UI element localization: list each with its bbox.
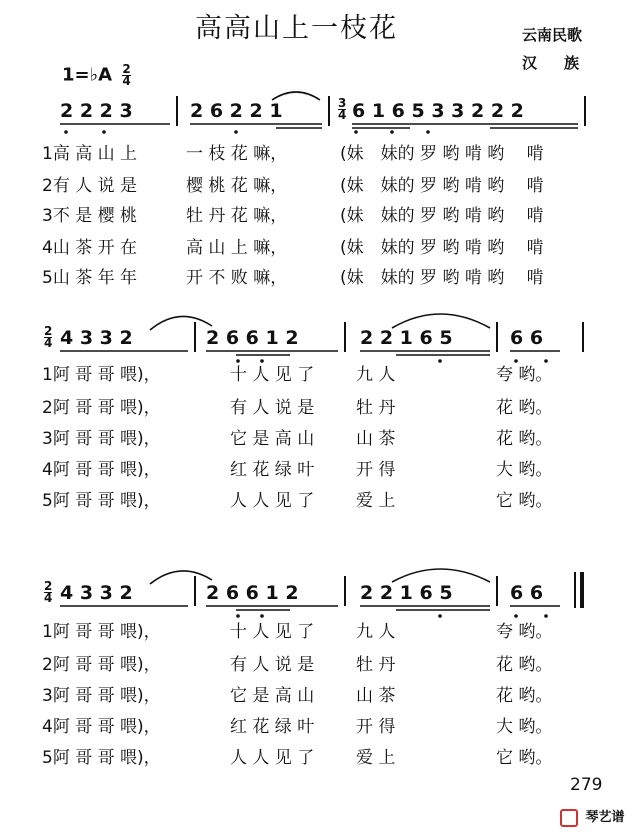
lyric-v1-m2: 十 人 见 了 <box>230 365 315 385</box>
key-label: 1=♭A <box>62 64 113 86</box>
site-logo <box>560 806 625 827</box>
lyric-v4-m2: 高 山 上 嘛， <box>186 238 288 258</box>
page-number: 279 <box>570 775 603 795</box>
lyric-v1-m3: 九 人 <box>356 365 396 385</box>
measure-3-notes: 2 2 1 6 5 <box>360 327 453 349</box>
lyric-v1-m3: (妹 妹的 罗 哟 啃 哟 啃 <box>340 144 544 164</box>
lyric-v2-m3: 牡 丹 <box>356 655 396 675</box>
lyric-v1-m2: 一 枝 花 嘛， <box>186 144 288 164</box>
lyric-v4-m3: (妹 妹的 罗 哟 啃 哟 啃 <box>340 238 544 258</box>
octave-dot <box>438 614 442 618</box>
measure-1-notes: 4 3 3 2 <box>60 327 133 349</box>
time-numerator: 3 <box>338 96 347 110</box>
measure-4-notes: 6 6 <box>510 327 544 349</box>
lyric-v2-m3: (妹 妹的 罗 哟 啃 哟 啃 <box>340 176 544 196</box>
lyric-v1-m1: 1阿 哥 哥 喂)， <box>42 622 161 642</box>
measure-2-notes: 2 6 2 2 1 <box>190 100 283 122</box>
time-denominator: 4 <box>338 108 347 122</box>
lyric-v5-m2: 人 人 见 了 <box>230 491 315 511</box>
lyric-v3-m1: 3不 是 樱 桃 <box>42 206 138 226</box>
octave-dot <box>234 130 238 134</box>
lyric-v3-m3: (妹 妹的 罗 哟 啃 哟 啃 <box>340 206 544 226</box>
measure-2-notes: 2 6 6 1 2 <box>206 582 299 604</box>
lyric-v1-m1: 1高 高 山 上 <box>42 144 138 164</box>
lyric-v2-m2: 有 人 说 是 <box>230 655 315 675</box>
slur <box>150 316 212 330</box>
lyric-v2-m2: 有 人 说 是 <box>230 398 315 418</box>
logo-icon <box>560 809 578 827</box>
lyric-v5-m4: 它 哟。 <box>496 491 553 511</box>
time-numerator: 2 <box>44 579 53 593</box>
octave-dot <box>354 130 358 134</box>
time-denominator: 4 <box>44 591 53 605</box>
lyric-v4-m1: 4阿 哥 哥 喂)， <box>42 460 161 480</box>
lyric-v1-m3: 九 人 <box>356 622 396 642</box>
measure-1-notes: 2 2 2 3 <box>60 100 133 122</box>
lyric-v4-m3: 开 得 <box>356 717 396 737</box>
octave-dot <box>260 614 264 618</box>
lyric-v5-m1: 5阿 哥 哥 喂)， <box>42 748 161 768</box>
measure-3-notes: 6 1 6 5 3 3 2 2 2 <box>352 100 524 122</box>
lyric-v5-m2: 人 人 见 了 <box>230 748 315 768</box>
lyric-v5-m3: (妹 妹的 罗 哟 啃 哟 啃 <box>340 268 544 288</box>
lyric-v4-m4: 大 哟。 <box>496 460 553 480</box>
lyric-v3-m2: 牡 丹 花 嘛， <box>186 206 288 226</box>
octave-dot <box>236 614 240 618</box>
lyric-v1-m4: 夸 哟。 <box>496 365 553 385</box>
slur <box>150 571 212 584</box>
lyric-v2-m1: 2有 人 说 是 <box>42 176 138 196</box>
measure-1-notes: 4 3 3 2 <box>60 582 133 604</box>
octave-dot <box>102 130 106 134</box>
time-numerator: 2 <box>44 324 53 338</box>
lyric-v1-m2: 十 人 见 了 <box>230 622 315 642</box>
octave-dot <box>236 359 240 363</box>
measure-2-notes: 2 6 6 1 2 <box>206 327 299 349</box>
slur <box>392 569 490 582</box>
octave-dot <box>426 130 430 134</box>
lyric-v4-m1: 4阿 哥 哥 喂)， <box>42 717 161 737</box>
origin-credit: 云南民歌 <box>522 26 583 44</box>
lyric-v1-m4: 夸 哟。 <box>496 622 553 642</box>
lyric-v4-m3: 开 得 <box>356 460 396 480</box>
lyric-v3-m4: 花 哟。 <box>496 686 553 706</box>
lyric-v5-m4: 它 哟。 <box>496 748 553 768</box>
octave-dot <box>514 614 518 618</box>
lyric-v2-m2: 樱 桃 花 嘛， <box>186 176 288 196</box>
lyric-v5-m1: 5阿 哥 哥 喂)， <box>42 491 161 511</box>
octave-dot <box>544 359 548 363</box>
lyric-v5-m3: 爱 上 <box>356 491 396 511</box>
octave-dot <box>64 130 68 134</box>
octave-dot <box>390 130 394 134</box>
lyric-v3-m3: 山 茶 <box>356 429 396 449</box>
ethnicity-credit: 汉 族 <box>522 54 586 72</box>
lyric-v5-m3: 爱 上 <box>356 748 396 768</box>
lyric-v2-m1: 2阿 哥 哥 喂)， <box>42 398 161 418</box>
slur <box>272 92 320 100</box>
lyric-v2-m3: 牡 丹 <box>356 398 396 418</box>
lyric-v1-m1: 1阿 哥 哥 喂)， <box>42 365 161 385</box>
lyric-v3-m2: 它 是 高 山 <box>230 429 315 449</box>
song-title: 高高山上一枝花 <box>195 13 398 44</box>
lyric-v5-m2: 开 不 败 嘛， <box>186 268 288 288</box>
lyric-v4-m4: 大 哟。 <box>496 717 553 737</box>
time-denominator: 4 <box>44 336 53 350</box>
time-denominator: 4 <box>122 74 131 88</box>
lyric-v4-m1: 4山 茶 开 在 <box>42 238 138 258</box>
lyric-v2-m4: 花 哟。 <box>496 655 553 675</box>
slur <box>392 314 490 328</box>
time-numerator: 2 <box>122 62 131 76</box>
lyric-v3-m2: 它 是 高 山 <box>230 686 315 706</box>
lyric-v3-m1: 3阿 哥 哥 喂)， <box>42 686 161 706</box>
measure-4-notes: 6 6 <box>510 582 544 604</box>
octave-dot <box>260 359 264 363</box>
lyric-v4-m2: 红 花 绿 叶 <box>230 460 315 480</box>
lyric-v3-m4: 花 哟。 <box>496 429 553 449</box>
measure-3-notes: 2 2 1 6 5 <box>360 582 453 604</box>
octave-dot <box>544 614 548 618</box>
lyric-v4-m2: 红 花 绿 叶 <box>230 717 315 737</box>
lyric-v2-m1: 2阿 哥 哥 喂)， <box>42 655 161 675</box>
logo-text: 琴艺谱 <box>585 810 625 825</box>
lyric-v5-m1: 5山 茶 年 年 <box>42 268 138 288</box>
octave-dot <box>438 359 442 363</box>
lyric-v2-m4: 花 哟。 <box>496 398 553 418</box>
lyric-v3-m1: 3阿 哥 哥 喂)， <box>42 429 161 449</box>
octave-dot <box>514 359 518 363</box>
lyric-v3-m3: 山 茶 <box>356 686 396 706</box>
